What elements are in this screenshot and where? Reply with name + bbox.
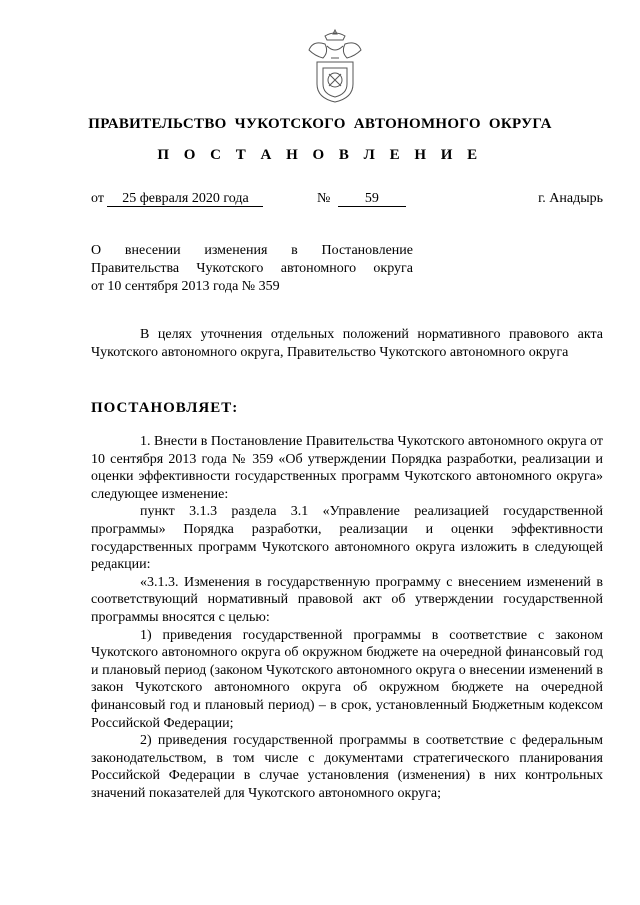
paragraph: 2) приведения государственной программы в соответствие с федеральным законодательством, в том числе с документами стратегического планирования Российской Федерации в случае установления (изменения) в них контрольных значений показателей для Чукотского автономного округа; — [91, 733, 603, 801]
document-type: П О С Т А Н О В Л Е Н И Е — [157, 147, 483, 163]
preamble — [91, 326, 603, 362]
paragraph: 1) приведения государственной программы в соответствие с законом Чукотского автономного округа об окружном бюджете на очередной финансовый год и плановый период (законом Чукотского автономного округа о внесении изменений в закон Чукотского автономного округа об окружном бюджете на очередной финансовый год и плановый период) – в срок, установленный Бюджетным кодексом Российской Федерации; — [91, 627, 603, 731]
number-sign: № — [317, 191, 331, 206]
paragraph: «3.1.3. Изменения в государственную программу с внесением изменений в соответствующий нормативный правовой акт об утверждении государственной программы вносятся с целью: — [91, 574, 603, 625]
decree-date — [91, 191, 263, 207]
government-name: ПРАВИТЕЛЬСТВО ЧУКОТСКОГО АВТОНОМНОГО ОКРУГА — [88, 116, 552, 132]
preamble-text: В целях уточнения отдельных положений нормативного правового акта Чукотского автономного округа, Правительство Чукотского автономного округа — [91, 327, 603, 360]
subject-line: О внесении изменения в Постановление — [91, 243, 413, 258]
subject-line: Правительства Чукотского автономного округа — [91, 261, 413, 276]
decree-body — [91, 433, 603, 802]
paragraph: пункт 3.1.3 раздела 3.1 «Управление реализацией государственной программы» Порядка разработки, реализации и оценки эффективности государственных программ Чукотского автономного округа изложить в следующей редакции: — [91, 504, 603, 573]
paragraph: 1. Внести в Постановление Правительства Чукотского автономного округа от 10 сентября 2013 года № 359 «Об утверждении Порядка разработки, реализации и оценки эффективности государственных программ Чукотского автономного округа» следующее изменение: — [91, 434, 603, 502]
decree-subject — [91, 242, 413, 296]
date-prefix: от — [91, 191, 104, 206]
subject-line: от 10 сентября 2013 года № 359 — [91, 279, 280, 294]
resolves-heading: ПОСТАНОВЛЯЕТ: — [91, 400, 239, 416]
decree-number — [317, 191, 406, 207]
coat-of-arms-icon — [303, 28, 367, 106]
city: г. Анадырь — [538, 191, 603, 206]
number-value: 59 — [338, 191, 406, 207]
date-value: 25 февраля 2020 года — [107, 191, 263, 207]
